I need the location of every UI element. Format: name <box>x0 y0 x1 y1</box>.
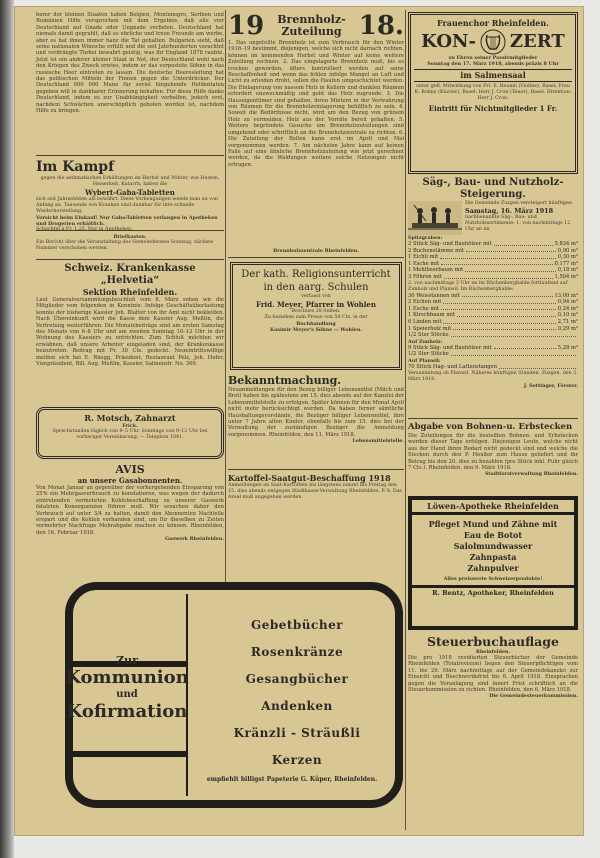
section-title: Steuerbuchauflage <box>427 634 559 649</box>
ad-item: Kerzen <box>271 753 323 767</box>
product-item: Salolmundwasser <box>453 541 533 551</box>
signature: Brennholzzentrale Rheinfelden. <box>273 248 359 254</box>
briefkasten: Briefkasten. Ein Bericht über die Veranstaltung des Gemeinderates Sonntag, nächste Nummer verschoben werden. <box>36 234 224 256</box>
section-title: Bekanntmachung. <box>228 374 342 387</box>
ad-kommunion-title: Kommunion <box>65 667 189 688</box>
lot-volume: 5,28 m³ <box>557 344 578 351</box>
ad-zahnarzt: R. Motsch, Zahnarzt Frick. Sprechstunden täglich von 9–5 Uhr. Sonntags von 9–12 Uhr bei vorheriger Vereinbarung. — Telephon 1041. <box>36 407 224 459</box>
lot-label: 6 Linden mit <box>408 318 442 325</box>
ad-footer: empfiehlt billigst Papeterie G. Küper, Rheinfelden. <box>206 776 378 783</box>
lot-label: 3 Föhren mit <box>408 273 442 280</box>
column-rule <box>225 10 226 582</box>
product-name: Wybert-Gaba-Tabletten <box>85 188 175 197</box>
lot-row <box>408 345 578 352</box>
steuerbuchauflage: Steuerbuchauflage Rheinfelden. Die pro 1918 revidierten Steuerbücher der Gemeinde Rheinfelden (Totalrevision) liegen den Steuerpflichtigen vom 11. bis 26. März nachmittags auf der Gemeindekanzlei zur Einsicht und Beschwerdefrist bis 6. April 1918. Einsprachen gegen die Veranlagung sind innert Frist schriftlich an die Steuerkommission zu richten. Rheinfelden, den 6. März 1918. Die Gemeindesteuerkommission. <box>408 634 578 700</box>
lot-volume: 2,71 m³ <box>557 318 578 325</box>
lot-volume: 0,90 m³ <box>557 247 578 254</box>
lot-row <box>408 312 578 319</box>
section-title: Säg-, Bau- und Nutzholz-Steigerung. <box>422 177 564 200</box>
column-rule <box>405 10 406 830</box>
column-2: 19 Brennholz-Zuteilung 18. 1. Das ungeteilte Brennholz ist zum Verbrauch für den Winter 1918–19 bestimmt, diejenigen, welche sich nicht darnach richten, können im kommenden Herbst und Winter auf keine weitere Zuteilung rechnen. 2. Das eingelagerte Brennholz muß, bis es trocken geworden, öfters kontrolliert werden auf seine Beschaffenheit und wenn das fehlen infolge Mangel an Luft und Licht zu erleiden droht, sollen die Haufen umgeschichtet werden. Die Einlagerung von nassem Holz in Kellern und dunklen Räumen erfordert unzweckmäßig und geht das Holz zugrunde. 3. Die Hauseigentümer sind gehalten, ihren Mietern in der Verwahrung von Räumen für die Brennholzeinlagerung behilflich zu sein. 4. Soweit die Bedürfnisse nicht, wird um den Bezug von grünem Holz zu vermeiden, Holz aus der Vorräte bereit gehalten. 5. Weitere begründete Gesuche um Brennholzzuteilungen sind umgehend oder schriftlich an die Brennholzzentrale zu richten. 6. Die Zuteilung der Bellen kann erst im April und Mai vorgenommen werden. 7. Am nächsten Jahre kann auf keinen Falle auf eine ähnliche Brennholzzuteilung wie jetzt gerechnet werden, da die Waldungen weitere solche Nutzungen nicht ertragen. Brennholzzentrale Rheinfelden. Der kath. Religionsunterricht in den aarg. Schulen verfasst von Frid. Meyer, Pfarrer in Wohlen Brochüre 28 Seiten. Zu beziehen zum Preise von 50 Cts. in der Buchhandlung Kasimir Meyer's Söhne — Wohlen. Bekanntmachung. Neuanmeldungen für den Bezug billiger Lebensmittel (Milch und Brot) haben bis spätestens am 15. dies abends auf der Kanzlei der Lebensmittelstelle zu erfolgen. Später können für den Monat April nicht mehr berücksichtigt werden. Da haben ferner sämtliche Haushaltungsvorstände, die Bezüger billiger Lebensmittel, ihre unter 7 Jahre alten Kinder, ebenfalls bis zum 15. dies bei der Verwaltung der zuständigen Bezüger die Anmeldung vorgenommen. Rheinfelden, den 11. März 1918. Lebensmittelstelle. Kartoffel-Saatgut-Beschaffung 1918 Anmeldungen an Saat-Kartoffeln bis längstens nimmt bis Freitag den 15. dies abends entgegen Stadtkasse-Verwaltung Rheinfelden. P. S. Das Areal muß angegeben werden. <box>228 12 404 517</box>
lot-label: 1 Esche mit <box>408 305 440 312</box>
lyre-icon <box>480 29 506 55</box>
lot-volume: 0,94 m³ <box>557 299 578 306</box>
lot-volume: 5,834 m³ <box>554 241 578 247</box>
section-title: Kartoffel-Saatgut-Beschaffung 1918 <box>228 473 391 483</box>
lot-label: 1 Kirschbaum mit <box>408 312 455 319</box>
ad-krankenkasse: Schweiz. Krankenkasse „Helvetia“ Sektion Rheinfelden. Laut Generalversammlungsbeschluß vom 8. März sehen wir die Mitglieder vom folgenden in Kenntnis: Infolge Geschäftsüberlastung konnte der bisherige Kassier Joh. Blatter von ihr Amt nicht bekleiden. Nach Übereinkunft wird die Kasse dem Kassier Aug. Meßlin, die Vertretung weiterführen. Die Monatsbeiträge sind am ersten Samstag des Monats von 6–8 Uhr und am zweiten Sonntag 10–12 Uhr in der Wohnung des Kassiers zu entrichten. Zum Schluß möchten wir erwähnen, daß unsere Arbeiter eingeladen sind, der Krankenkasse beizutreten. Beitrag mit Fr. 30 Cts. gedeckt. Neueintrittswillige melden sich bei E. Rüegg, Präsident, Restaurant Pelz, Joh. Hofer, Vizepräsident, Bill, Aug. Meßlin, Kassier, Salinenstr. No. 360. <box>36 263 224 368</box>
book-binding <box>0 0 14 858</box>
lot-row <box>408 326 578 333</box>
lot-volume: 0,30 m³ <box>557 254 578 261</box>
lot-label: 9 Stück Säg- und Bauhölzer mit <box>408 344 492 351</box>
year-right: 18. <box>358 11 404 41</box>
venue: im Salmensaal <box>414 69 572 82</box>
lot-volume: 0,29 m³ <box>557 325 578 332</box>
lot-row <box>408 267 578 274</box>
lot-row <box>408 299 578 306</box>
dentist-name: R. Motsch, Zahnarzt <box>84 413 176 423</box>
lot-row <box>408 351 578 358</box>
lot-row <box>408 248 578 255</box>
ad-item: Gebetbücher <box>250 618 344 632</box>
lot-volume: 0,10 m³ <box>557 312 578 319</box>
lot-label: 1/2 Ster Stöcke <box>408 332 449 339</box>
ad-kofirmation-title: Kofirmation <box>66 701 188 722</box>
brennholz-header <box>228 12 404 40</box>
year-left: 19 <box>228 11 265 41</box>
lot-label: 2 Eichen mit <box>408 299 442 306</box>
lot-row <box>408 332 578 339</box>
event-date: Sonntag den 17. März 1918, abends präzis 8 Uhr <box>427 61 559 67</box>
konzert-header: KON- ZERT <box>414 29 572 55</box>
lot-row <box>408 254 578 261</box>
pharmacy-name: Löwen-Apotheke Rheinfelden <box>412 500 574 515</box>
section-title: Brennholz-Zuteilung <box>277 13 346 38</box>
lot-label: 1/2 Ster Stöcke <box>408 351 449 358</box>
book-title: Der kath. Religionsunterricht in den aarg. Schulen <box>241 269 391 293</box>
lot-volume: 0,24 m³ <box>557 305 578 312</box>
ad-item: Kränzli - Sträußli <box>233 726 361 740</box>
ad-title: AVIS <box>115 463 145 476</box>
ad-title: Schweiz. Krankenkasse „Helvetia“ <box>64 263 196 286</box>
lot-label: 1 Eichli mit <box>408 254 439 261</box>
product-item: Zahnpasta <box>469 552 517 562</box>
ad-religionsunterricht: Der kath. Religionsunterricht in den aarg. Schulen verfasst von Frid. Meyer, Pfarrer in Wohlen Brochüre 28 Seiten. Zu beziehen zum Preise von 50 Cts. in der Buchhandlung Kasimir Meyer's Söhne — Wohlen. <box>230 262 402 370</box>
ad-avis: AVIS an unsere Gasabonnenten. Von Monat Januar an gegenüber der vorhergehenden Einsparung von 25% ein Mehrgasverbrauch zu konstatieren, was wegen der dadurch eintretenden vermehrten Kohlebeschaffung zu unserer Gaswerk fatalsten Konsequenzen führen muß. Wir ersuchen daher den Verbrauch auf unter 3/4 zu halten, damit den Abonnenten Nachteile erspart und die Kohlen vorhanden sind, um für dieselben zu Zeiten vermehrter Nachfrage Mehrabgabe machen zu können. Rheinfelden, den 16. Februar 1918. Gaswerk Rheinfelden. <box>36 463 224 543</box>
column-3 <box>408 12 578 734</box>
lot-label: 30 Weisstannen mit <box>408 292 460 299</box>
product-item: Zahnpulver <box>467 563 519 573</box>
ad-loewen-apotheke: Löwen-Apotheke Rheinfelden Pfleget Mund und Zähne mit Eau de Botot Salolmundwasser Zahnpasta Zahnpulver Alles preiswerte Schweizerprodukte! R. Bentz, Apotheker, Rheinfelden <box>408 496 578 630</box>
ad-im-kampf: Im Kampf gegen die asthmatischen Erkältungen im Herbst und Winter, wie Husten, Heiserkeit, Katarrh, haben die Wybert-Gaba-Tabletten sich seit Jahrzehnten als bewährt. Diese Vorbeugungen wende man an von Anfang an. Tausende von Kranken sind dankbar für ihre schnelle Wiederherstellung. Vorsicht beim Einkauf! Nur Gaba-Tabletten verlangen in Apotheken und Drogerien erhältlich. Schachtel à Fr. 1.25. Nur in Apotheken. <box>36 159 224 227</box>
lot-label: 2 Stück Säg- und Bauhölzer mit <box>408 241 492 247</box>
bekanntmachung: Bekanntmachung. Neuanmeldungen für den Bezug billiger Lebensmittel (Milch und Brot) haben bis spätestens am 15. dies abends auf der Kanzlei der Lebensmittelstelle zu erfolgen. Später können für den Monat April nicht mehr berücksichtigt werden. Da haben ferner sämtliche Haushaltungsvorstände, die Bezüger billiger Lebensmittel, ihre unter 7 Jahre alten Kinder, ebenfalls bis zum 15. dies bei der Verwaltung der zuständigen Bezüger die Anmeldung vorgenommen. Rheinfelden, den 11. März 1918. Lebensmittelstelle. <box>228 374 404 445</box>
ad-item: Gesangbücher <box>245 672 349 686</box>
lot-label: 1 Speierholz mit <box>408 325 452 332</box>
lot-label: 1 Mehlbeerbaum mit <box>408 267 464 274</box>
column-1 <box>36 12 224 593</box>
pharmacy-owner: R. Bentz, Apotheker, Rheinfelden <box>412 585 574 598</box>
auction-date: Samstag, 16. März 1918 <box>465 207 554 215</box>
lot-volume: 1,504 m³ <box>554 273 578 280</box>
lot-row <box>408 274 578 281</box>
lot-volume: 0,18 m³ <box>557 267 578 274</box>
lot-row <box>408 319 578 326</box>
lot-label: 70 Stück Hag- und Lattenstangen <box>408 363 497 370</box>
article-intro: berer der kleinen Staaten haben Belgien, Montenegro, Serbien und Rumänien Hilfe versprochen mit dem Ergebnis, daß alle vier Deutschland auf Gnade oder Ungnade verfielen. Deutschland hat niemals damit gegrahlt, daß es ehrliche und treue Freunde am werbe, aber es hat ihnen immer hanz die Tat gehalten. Bulgarien sieht, daß seine nationalen Wünsche erfüllt und die seit Jahrhunderten verachtet und verdrängte Türkei bewahrt geistig, was ihr England 1878 raubte. Jetzt ist ein anderer kleiner Staat in Not, der Deutschland wohl nach den Kriegen des Zweck erwies, indem er das verpestete Söhne in das russische Heer eintreten zu lassen. Die deutsche Heeresleitung hat das politischen Mitteln der Finnen gegen die Unterdrücker. Der Deutschland 900 000 Mann für soviel hingebende Heldentaten gegeben will in dankbarer Erinnerung behalten. Für diese Hilfe danke Deutschland, indem es zur Unabhängigkeit verhelfen, jedoch erst, nachdem Schwächen unerschöpflich geboten worden ist, nachdem Hilfe zu bringen. <box>36 12 224 115</box>
ad-zur: Zur <box>116 654 138 667</box>
lot-label: 1 Esche mit <box>408 260 440 267</box>
section-title: Briefkasten. <box>113 234 147 240</box>
ad-holz-steigerung: Säg-, Bau- und Nutzholz-Steigerung. Die Gemeinde Zuzgen versteigert künftigen Samstag, 16. März 1918 nachbenannte Säg-, Bau- und Nutzholzsortimente: 1. von nachmittags 12 Uhr an im Spitzgraben: 2 Stück Säg- und Bauhölzer mit 5,834 m³ 2 Buchenstämme mit 0,90 m³ 1 Eichli mit 0,30 m³ 1 Esche mit 0,177 m³ 1 Mehlbeerbaum mit 0,18 m³ 3 Föhren mit 1,504 m³ 2. von nachmittags 2 Uhr an im Rüchenberghalde fortlaufend auf Zunholz und Planwil. Im Rüchenberghalde: 30 Weisstannen mit 13,00 m³ 2 Eichen mit 0,94 m³ 1 Esche mit 0,24 m³ 1 Kirschbaum mit 0,10 m³ 6 Linden mit 2,71 m³ 1 Speierholz mit 0,29 m³ 1/2 Ster Stöcke Auf Zunholz: 9 Stück Säg- und Bauhölzer mit 5,28 m³ 1/2 Ster Stöcke Auf Planwil: 70 Stück Hag- und Lattenstangen Versammlung ob Planwil. Näheres künftigen Stunden. Zuzgen, den 2. März 1918. J. Sottinger, Förster. <box>408 177 578 389</box>
lot-row <box>408 306 578 313</box>
entry-fee: Eintritt für Nichtmitglieder 1 Fr. <box>428 104 558 113</box>
club-name: Frauenchor Rheinfelden. <box>437 18 549 28</box>
section-title: Abgabe von Bohnen-u. Erbstecken <box>408 422 573 432</box>
ad-item: Rosenkränze <box>250 645 344 659</box>
ad-frauenchor-konzert: Frauenchor Rheinfelden. KON- ZERT zu Ehren seiner Passivmitglieder Sonntag den 17. März 1918, abends präzis 8 Uhr im Salmensaal unter gefl. Mitwirkung von Frl. E. Baumli (Violine), Basel; Frau K. Bohny (Klavier), Basel; Herr J. Cron (Tenor), Basel. Direktion: Herr J. Cron. Eintritt für Nichtmitglieder 1 Fr. <box>408 12 578 174</box>
product-item: Eau de Botot <box>463 530 523 540</box>
lot-row <box>408 241 578 248</box>
woodcutters-illustration <box>408 201 462 235</box>
newspaper-page <box>14 6 584 836</box>
abgabe-bohnen: Abgabe von Bohnen-u. Erbstecken Die Zuteilungen für die bestellten Bohnen- und Erbstecken werden dieser Tage erfolgen. Diejenigen Leute, welche nicht aus der Hand ihren Bedarf nicht gedeckt sind und welche die Stecken durch den P. Heußer zum Hause geliefert und ihr Betrag bis den 20. dies zu bezahlen (pro Stück inkl. Fuhr gleich 7 Cts.). Rheinfelden, den 9. März 1918. Stadtforstverwaltung Rheinfelden. <box>408 422 578 478</box>
ad-item: Andenken <box>261 699 333 713</box>
kartoffel-saatgut: Kartoffel-Saatgut-Beschaffung 1918 Anmeldungen an Saat-Kartoffeln bis längstens nimmt bis Freitag den 15. dies abends entgegen Stadtkasse-Verwaltung Rheinfelden. P. S. Das Areal muß angegeben werden. <box>228 473 403 500</box>
lot-label: 2 Buchenstämme mit <box>408 247 464 254</box>
lot-volume: 0,177 m³ <box>554 260 578 267</box>
lot-row <box>408 293 578 300</box>
lot-row <box>408 364 578 371</box>
lot-volume: 13,00 m³ <box>554 292 578 299</box>
ad-kommunion: Zur Kommunion und Kofirmation Gebetbücher Rosenkränze Gesangbücher Andenken Kränzli - Sträußli Kerzen empfiehlt billigst Papeterie G. Küper, Rheinfelden. <box>67 584 401 806</box>
ad-title: Im Kampf <box>36 159 115 175</box>
author: Frid. Meyer, Pfarrer in Wohlen <box>256 300 376 309</box>
lot-row <box>408 261 578 268</box>
